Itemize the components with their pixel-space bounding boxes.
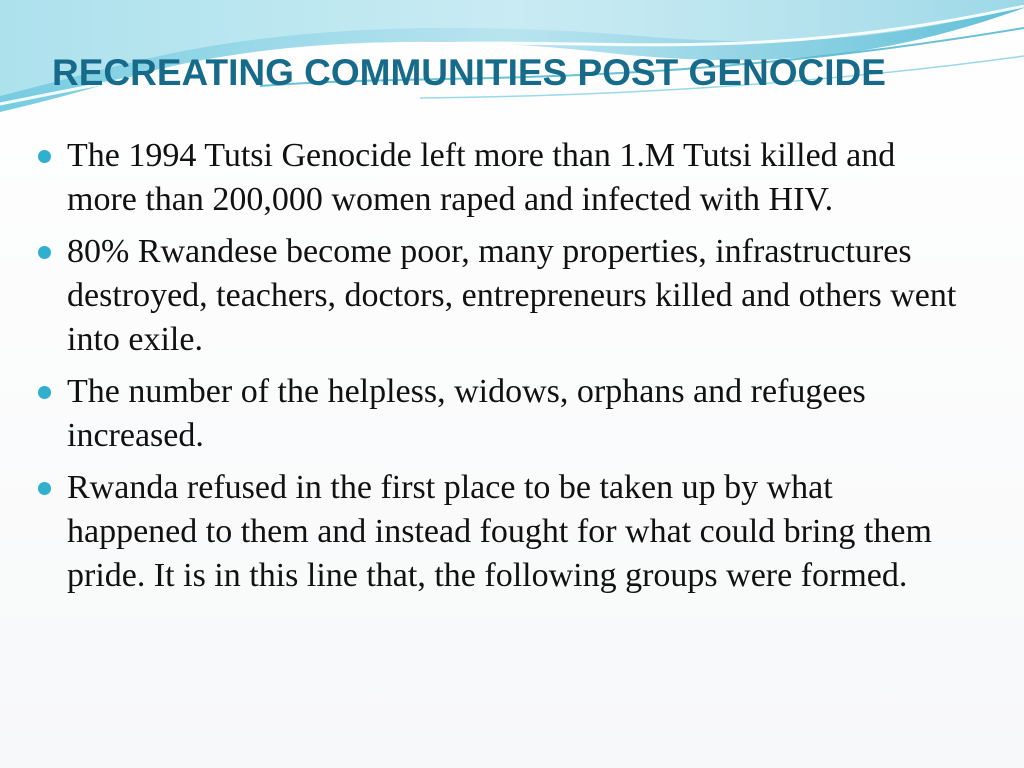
slide-title: RECREATING COMMUNITIES POST GENOCIDE xyxy=(52,52,886,93)
bullet-text: Rwanda refused in the first place to be taken up by what happened to them and instead fought for what could bring them pride. It is in this line that, the following groups were formed. xyxy=(67,469,932,594)
bullet-text: The 1994 Tutsi Genocide left more than 1.M Tutsi killed and more than 200,000 women raped and infected with HIV. xyxy=(67,137,896,218)
bullet-text: The number of the helpless, widows, orphans and refugees increased. xyxy=(67,373,866,454)
bullet-dot-icon xyxy=(38,246,51,259)
bullet-text: 80% Rwandese become poor, many properties, infrastructures destroyed, teachers, doctors, entrepreneurs killed and others went into exile. xyxy=(67,233,957,358)
bullet-dot-icon xyxy=(38,386,51,399)
bullet-item xyxy=(36,466,966,598)
bullet-dot-icon xyxy=(38,150,51,163)
bullet-list xyxy=(36,134,966,606)
bullet-item xyxy=(36,370,966,458)
bullet-dot-icon xyxy=(38,482,51,495)
bullet-item xyxy=(36,230,966,362)
bullet-item xyxy=(36,134,966,222)
